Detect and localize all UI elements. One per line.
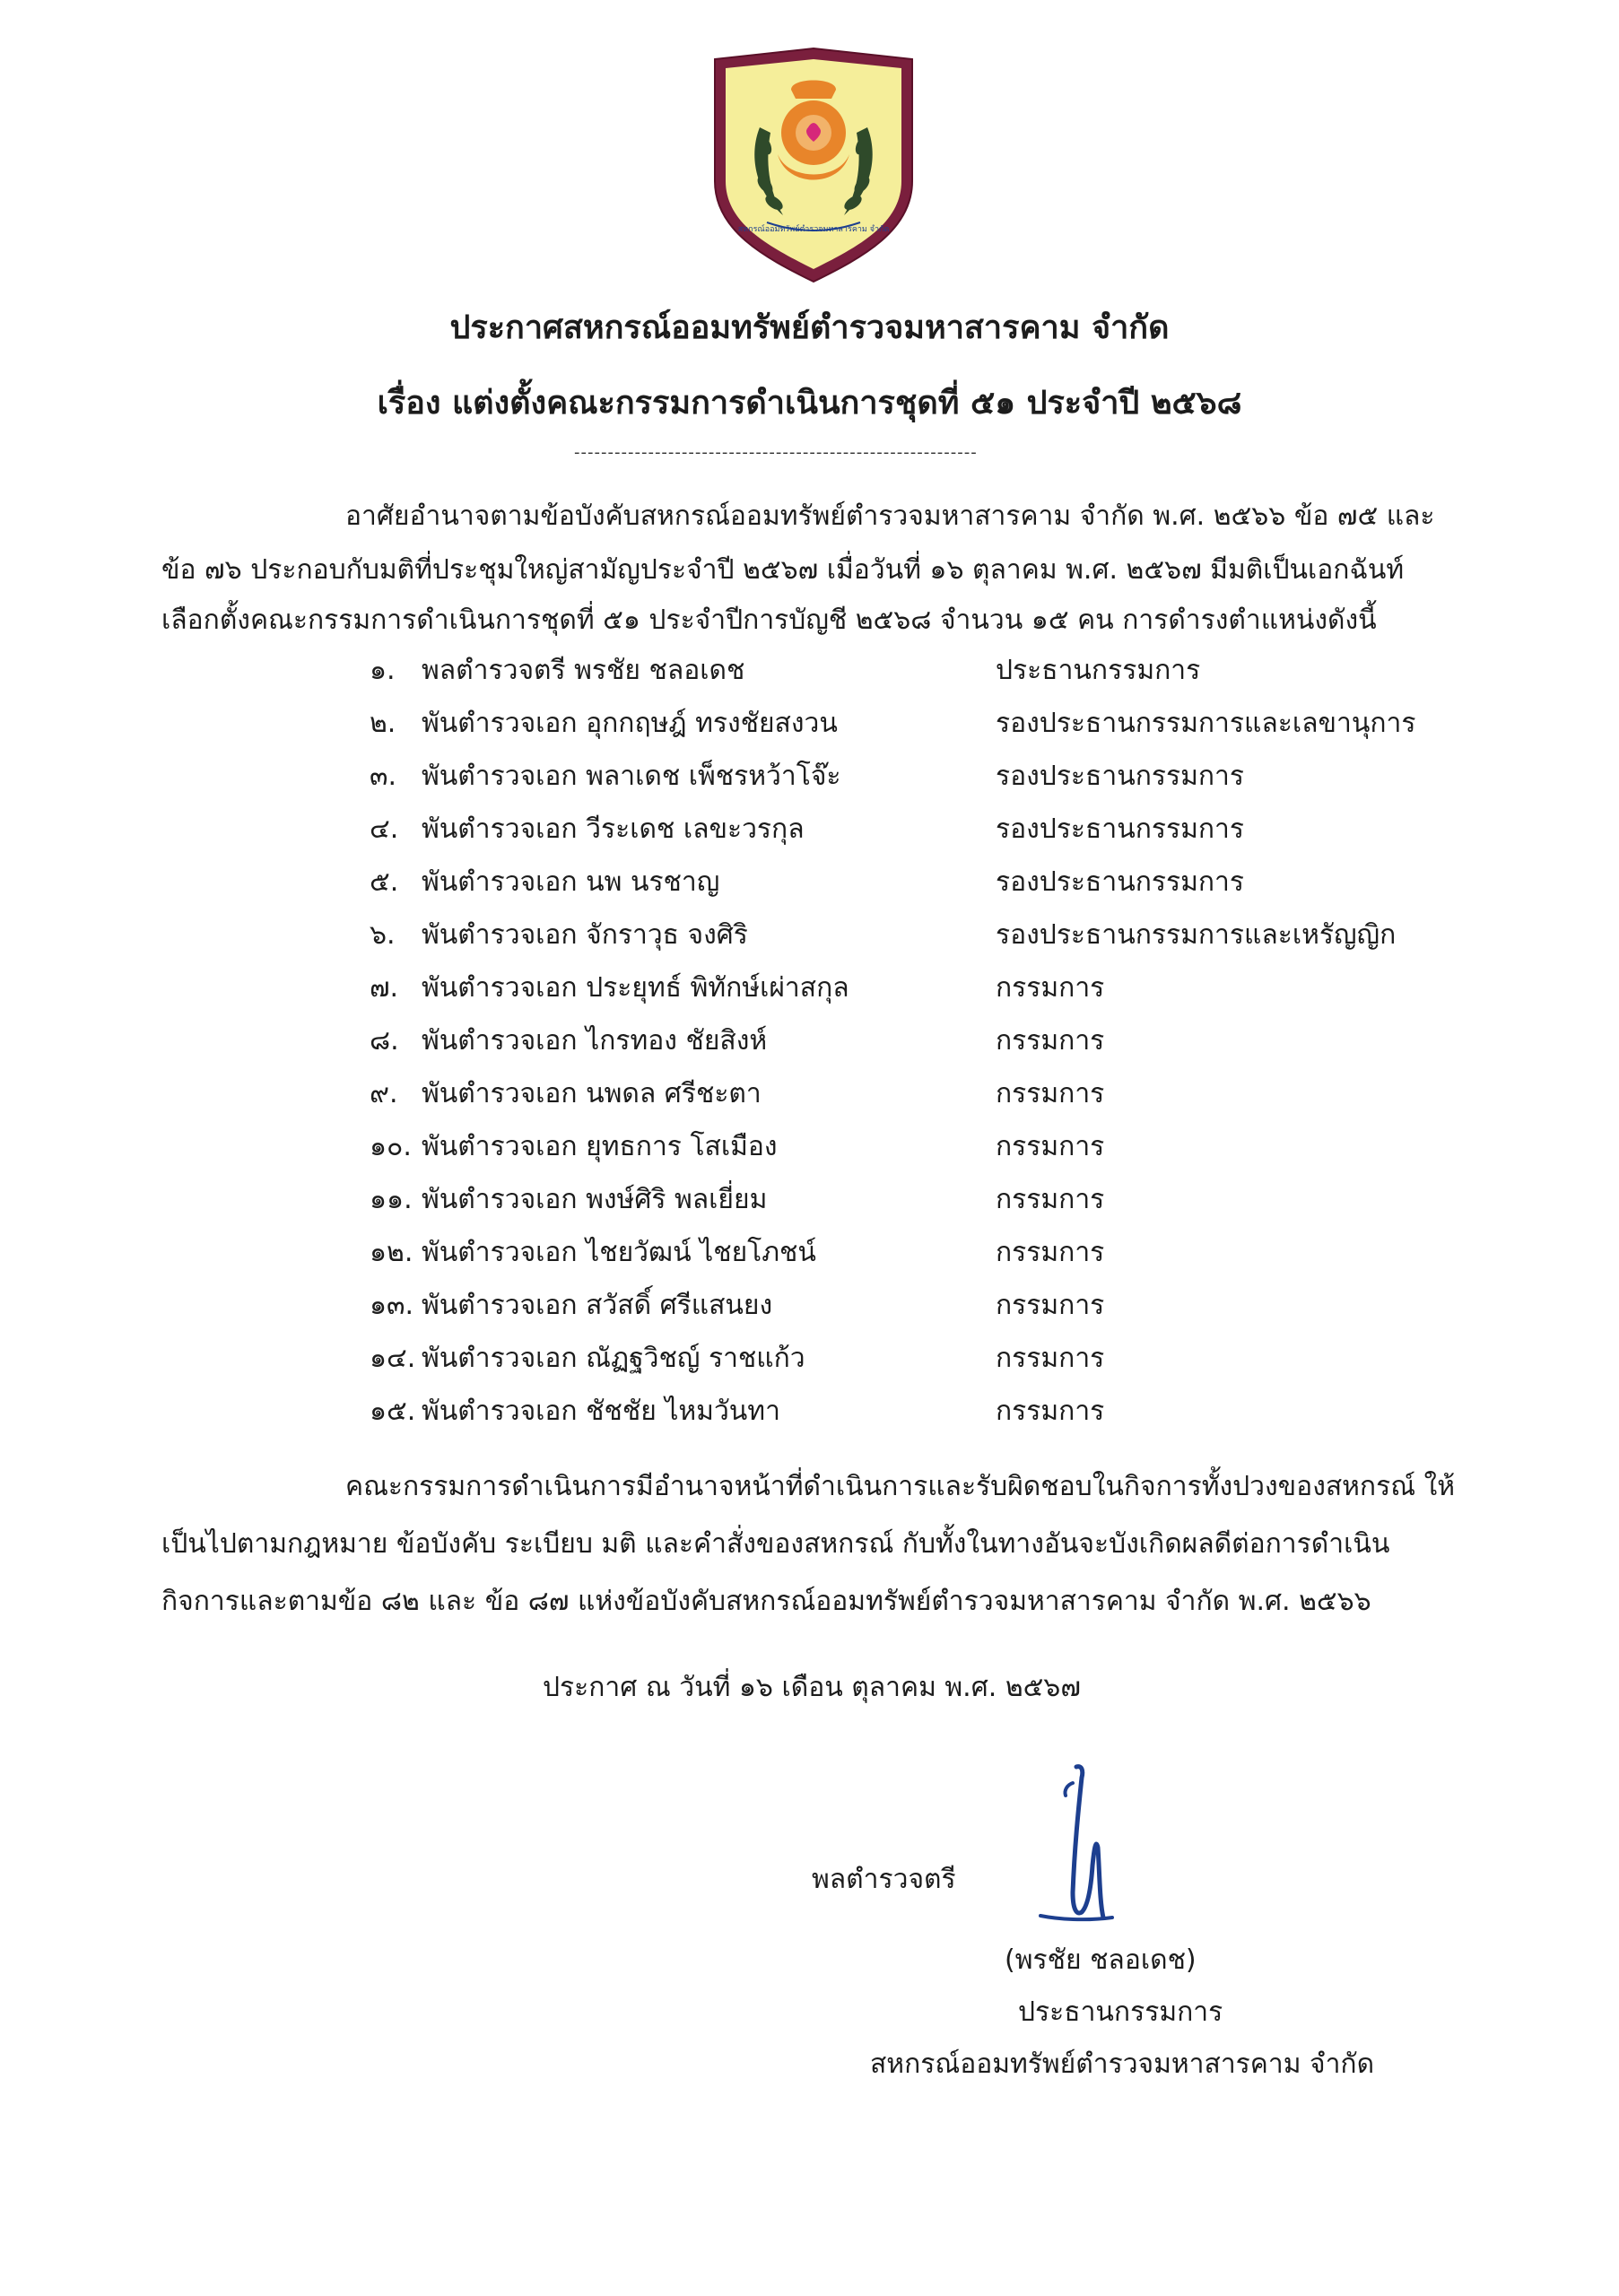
member-position: กรรมการ: [996, 972, 1105, 1004]
title-separator: ------------------------------------------------------------: [574, 443, 978, 462]
member-number: ๑๔.: [370, 1343, 416, 1374]
member-name: พันตำรวจเอก นพดล ศรีชะตา: [422, 1078, 762, 1109]
member-number: ๗.: [370, 972, 399, 1004]
member-position: กรรมการ: [996, 1396, 1105, 1427]
announce-date: ประกาศ ณ วันที่ ๑๖ เดือน ตุลาคม พ.ศ. ๒๕๖๗: [543, 1672, 1081, 1703]
member-number: ๖.: [370, 919, 396, 951]
signer-position: ประธานกรรมการ: [1018, 1996, 1223, 2028]
member-number: ๔.: [370, 813, 399, 845]
member-position: กรรมการ: [996, 1078, 1105, 1109]
signer-organization: สหกรณ์ออมทรัพย์ตำรวจมหาสารคาม จำกัด: [870, 2048, 1375, 2080]
member-position: กรรมการ: [996, 1131, 1105, 1162]
duty-line-3: กิจการและตามข้อ ๘๒ และ ข้อ ๘๗ แห่งข้อบังคับสหกรณ์ออมทรัพย์ตำรวจมหาสารคาม จำกัด พ.ศ. ๒๕๖๖: [161, 1586, 1371, 1617]
member-name: พันตำรวจเอก ชัชชัย ไหมวันทา: [422, 1396, 780, 1427]
member-name: พันตำรวจเอก นพ นรชาญ: [422, 866, 720, 898]
member-name: พันตำรวจเอก ไชยวัฒน์ ไชยโภชน์: [422, 1237, 816, 1268]
member-name: พันตำรวจเอก ไกรทอง ชัยสิงห์: [422, 1025, 768, 1057]
handwritten-signature: [1023, 1758, 1121, 1928]
member-number: ๕.: [370, 866, 399, 898]
member-number: ๑๑.: [370, 1184, 413, 1215]
signer-name: (พรชัย ชลอเดช): [1005, 1944, 1197, 1976]
member-name: พันตำรวจเอก วีระเดช เลขะวรกุล: [422, 813, 805, 845]
member-name: พันตำรวจเอก พงษ์ศิริ พลเยี่ยม: [422, 1184, 768, 1215]
member-name: พันตำรวจเอก พลาเดช เพ็ชรหว้าโจ๊ะ: [422, 761, 841, 792]
member-position: รองประธานกรรมการและเลขานุการ: [996, 708, 1416, 739]
member-number: ๘.: [370, 1025, 399, 1057]
member-number: ๑๐.: [370, 1131, 412, 1162]
member-name: พันตำรวจเอก ณัฏฐวิชญ์ ราชแก้ว: [422, 1343, 805, 1374]
member-position: กรรมการ: [996, 1290, 1105, 1321]
cooperative-emblem-logo: [706, 47, 921, 289]
member-position: กรรมการ: [996, 1025, 1105, 1057]
intro-line-2: ข้อ ๗๖ ประกอบกับมติที่ประชุมใหญ่สามัญประจำปี ๒๕๖๗ เมื่อวันที่ ๑๖ ตุลาคม พ.ศ. ๒๕๖๗ มีมติเป็นเอกฉันท์: [161, 554, 1405, 586]
intro-line-1: อาศัยอำนาจตามข้อบังคับสหกรณ์ออมทรัพย์ตำรวจมหาสารคาม จำกัด พ.ศ. ๒๕๖๖ ข้อ ๗๕ และ: [345, 500, 1435, 532]
member-name: พันตำรวจเอก ยุทธการ โสเมือง: [422, 1131, 778, 1162]
member-number: ๙.: [370, 1078, 398, 1109]
member-number: ๑๕.: [370, 1396, 416, 1427]
member-name: พันตำรวจเอก ประยุทธ์ พิทักษ์เผ่าสกุล: [422, 972, 849, 1004]
member-number: ๑๓.: [370, 1290, 414, 1321]
member-name: พลตำรวจตรี พรชัย ชลอเดช: [422, 655, 745, 686]
duty-line-1: คณะกรรมการดำเนินการมีอำนาจหน้าที่ดำเนินการและรับผิดชอบในกิจการทั้งปวงของสหกรณ์ ให้: [345, 1471, 1456, 1502]
duty-line-2: เป็นไปตามกฎหมาย ข้อบังคับ ระเบียบ มติ และคำสั่งของสหกรณ์ กับทั้งในทางอันจะบังเกิดผลดีต่อการดำเนิน: [161, 1528, 1390, 1560]
member-name: พันตำรวจเอก จักราวุธ จงศิริ: [422, 919, 748, 951]
member-position: รองประธานกรรมการ: [996, 813, 1245, 845]
member-position: กรรมการ: [996, 1184, 1105, 1215]
member-name: พันตำรวจเอก สวัสดิ์ ศรีแสนยง: [422, 1290, 773, 1321]
document-title: ประกาศสหกรณ์ออมทรัพย์ตำรวจมหาสารคาม จำกัด: [449, 309, 1170, 346]
member-position: รองประธานกรรมการและเหรัญญิก: [996, 919, 1397, 951]
member-position: กรรมการ: [996, 1237, 1105, 1268]
intro-line-3: เลือกตั้งคณะกรรมการดำเนินการชุดที่ ๕๑ ประจำปีการบัญชี ๒๕๖๘ จำนวน ๑๕ คน การดำรงตำแหน่งดังนี้: [161, 604, 1377, 636]
member-position: ประธานกรรมการ: [996, 655, 1201, 686]
signer-rank: พลตำรวจตรี: [812, 1864, 956, 1895]
emblem-caption: สหกรณ์ออมทรัพย์ตำรวจมหาสารคาม จำกัด: [737, 225, 890, 234]
document-subject: เรื่อง แต่งตั้งคณะกรรมการดำเนินการชุดที่ ๕๑ ประจำปี ๒๕๖๘: [377, 385, 1242, 422]
member-number: ๑.: [370, 655, 396, 686]
member-number: ๓.: [370, 761, 397, 792]
member-name: พันตำรวจเอก อุกกฤษฎ์ ทรงชัยสงวน: [422, 708, 838, 739]
member-position: รองประธานกรรมการ: [996, 761, 1245, 792]
member-number: ๑๒.: [370, 1237, 413, 1268]
member-position: รองประธานกรรมการ: [996, 866, 1245, 898]
member-number: ๒.: [370, 708, 396, 739]
member-position: กรรมการ: [996, 1343, 1105, 1374]
